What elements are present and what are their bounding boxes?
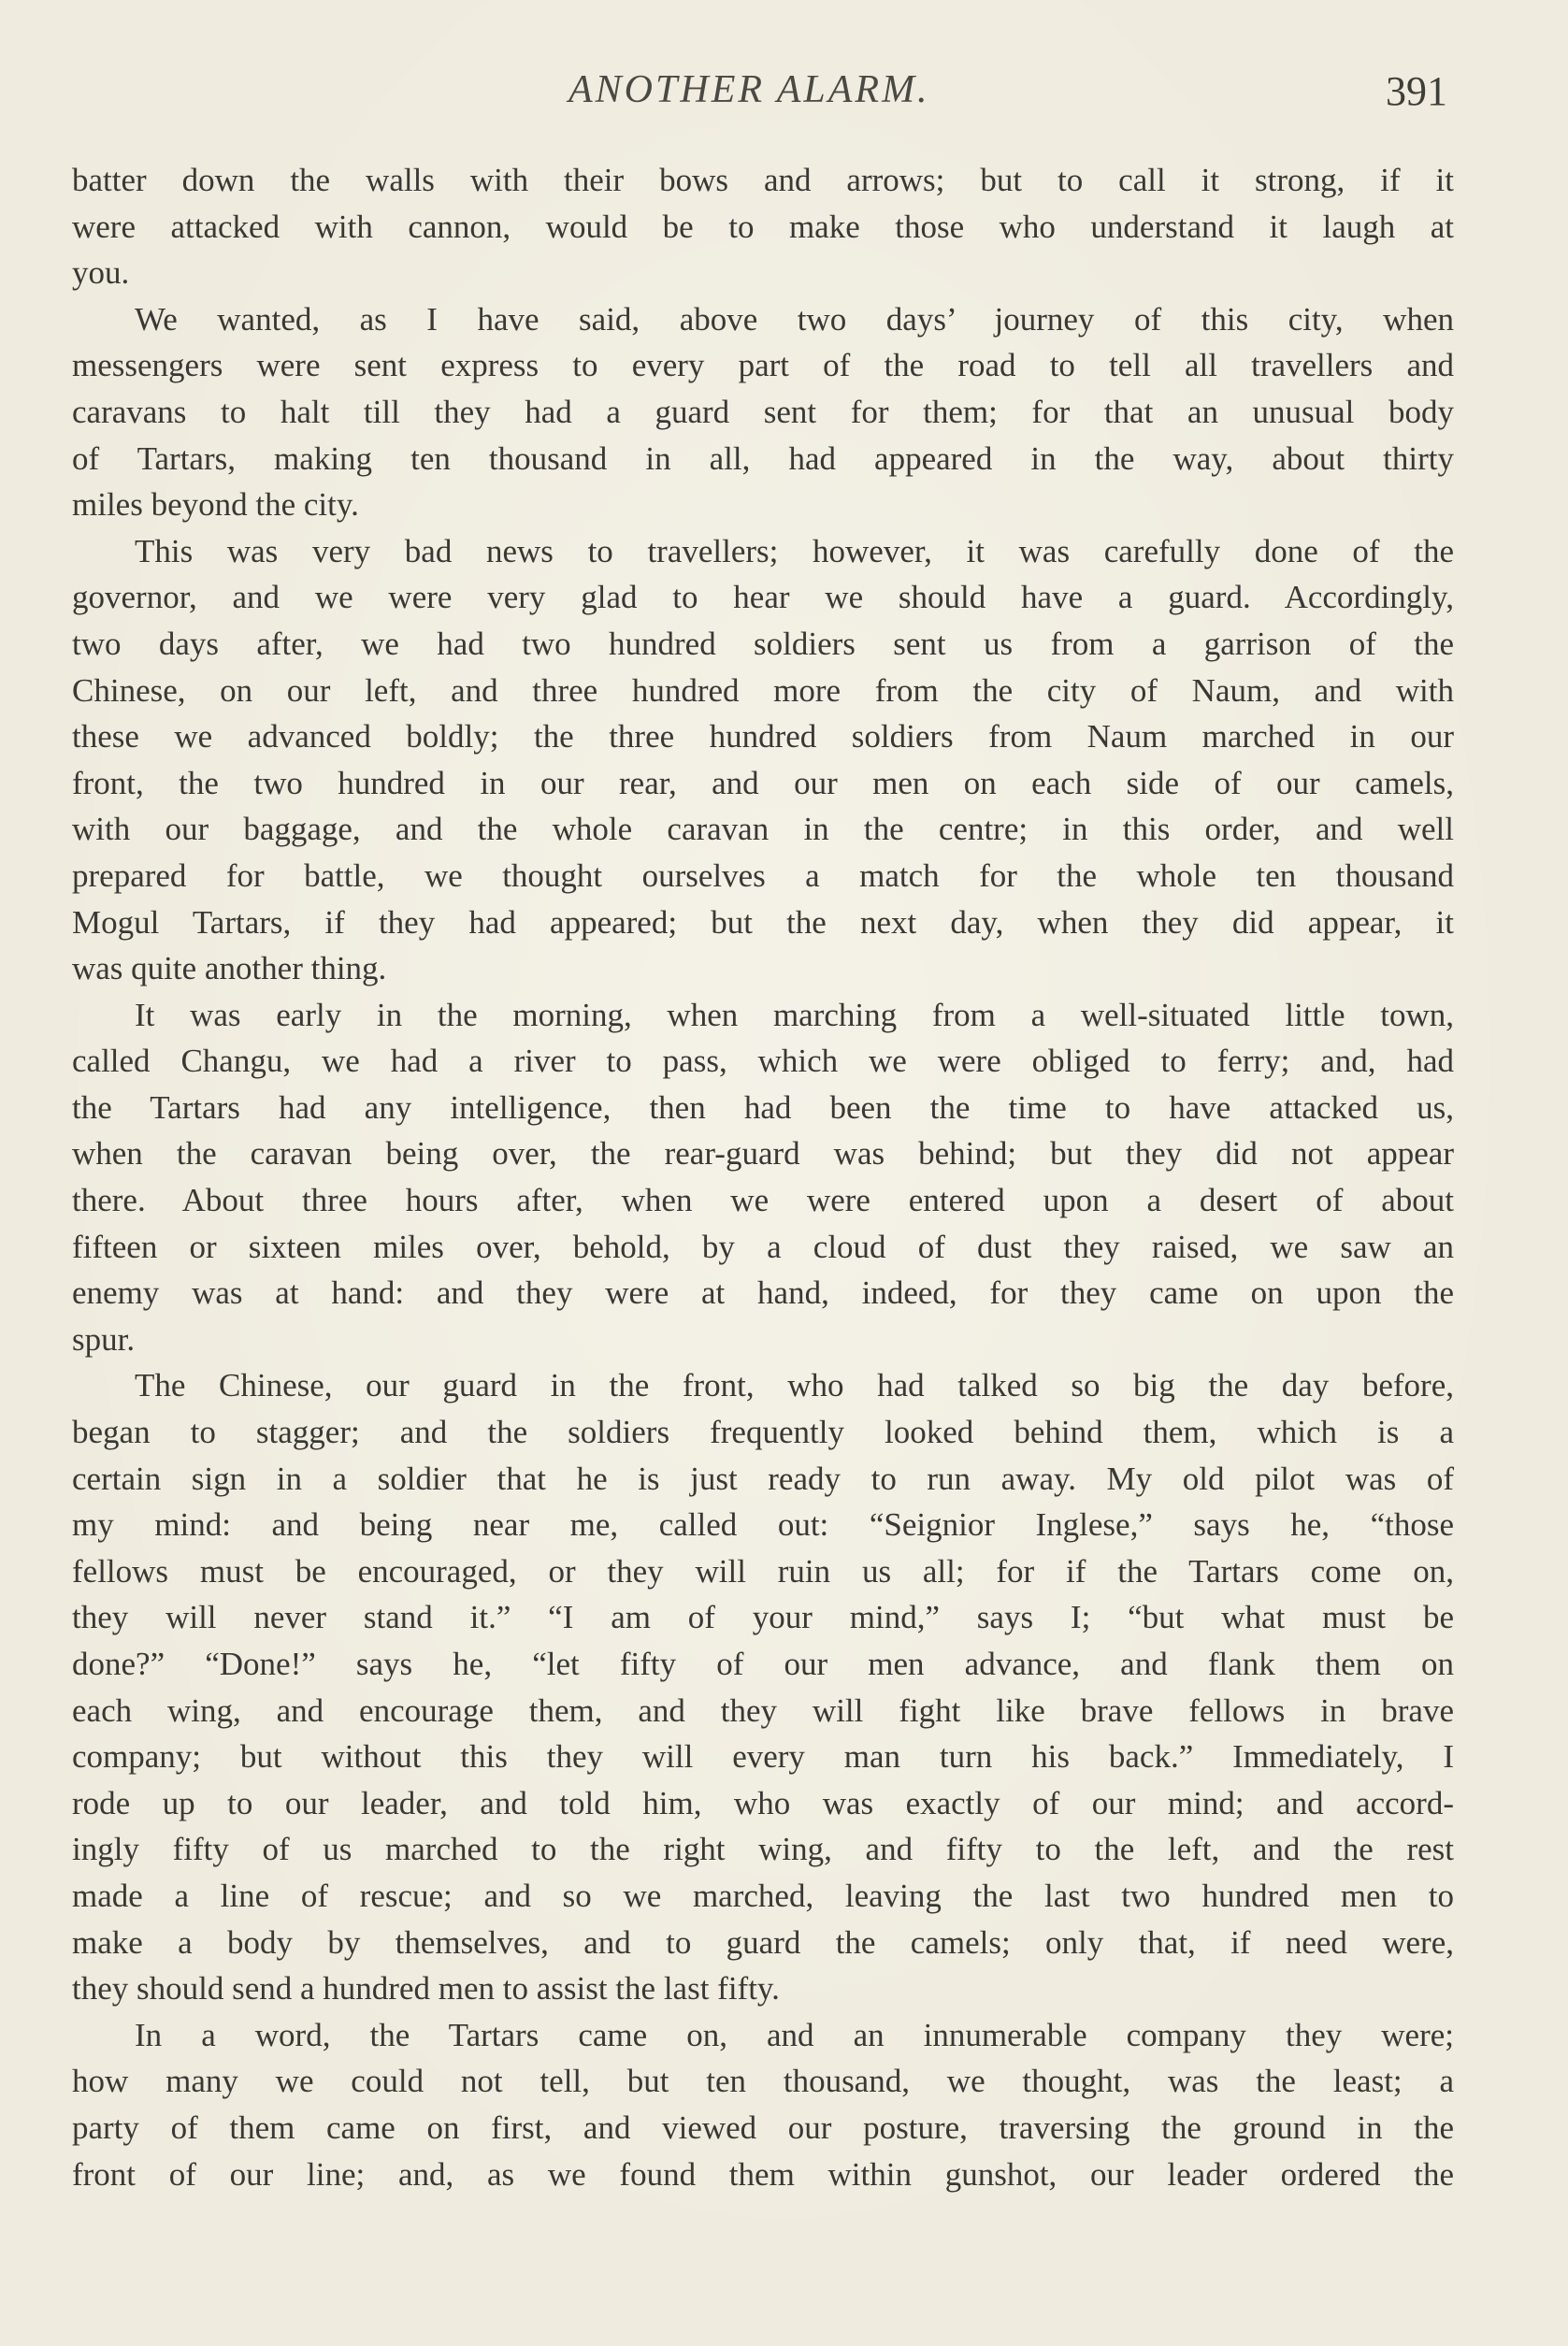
text-line: were attacked with cannon, would be to make those who understand it laugh at <box>72 208 1454 245</box>
text-line: Mogul Tartars, if they had appeared; but the next day, when they did appear, it <box>72 903 1454 941</box>
text-line: called Changu, we had a river to pass, which we were obliged to ferry; and, had <box>72 1043 1454 1080</box>
text-line: done?” “Done!” says he, “let fifty of our men advance, and flank them on <box>72 1646 1454 1682</box>
text-line: batter down the walls with their bows and arrows; but to call it strong, if it <box>72 162 1454 198</box>
text-line: was quite another thing. <box>72 950 387 987</box>
text-line: how many we could not tell, but ten thousand, we thought, was the least; a <box>72 2063 1454 2100</box>
text-line: make a body by themselves, and to guard the camels; only that, if need were, <box>72 1923 1454 1961</box>
text-line: The Chinese, our guard in the front, who had talked so big the day before, <box>135 1367 1454 1404</box>
text-line: certain sign in a soldier that he is just ready to run away. My old pilot was of <box>72 1460 1454 1497</box>
text-line: fifteen or sixteen miles over, behold, by a cloud of dust they raised, we saw an <box>72 1228 1454 1265</box>
text-line: when the caravan being over, the rear-guard was behind; but they did not appear <box>72 1135 1454 1173</box>
text-line: each wing, and encourage them, and they will fight like brave fellows in brave <box>72 1691 1454 1729</box>
text-line: with our baggage, and the whole caravan in the centre; in this order, and well <box>72 811 1454 848</box>
text-line: they should send a hundred men to assist the last fifty. <box>72 1970 780 2008</box>
text-line: company; but without this they will every man turn his back.” Immediately, I <box>72 1738 1454 1776</box>
text-line: It was early in the morning, when marching from a well-situated little town, <box>135 996 1454 1033</box>
text-line: front of our line; and, as we found them within gunshot, our leader ordered the <box>72 2155 1454 2193</box>
text-line: miles beyond the city. <box>72 486 359 524</box>
text-line: my mind: and being near me, called out: “Seignior Inglese,” says he, “those <box>72 1506 1454 1544</box>
text-line: We wanted, as I have said, above two days’ journey of this city, when <box>135 300 1454 338</box>
text-line: governor, and we were very glad to hear we should have a guard. Accordingly, <box>72 579 1454 616</box>
text-line: Chinese, on our left, and three hundred more from the city of Naum, and with <box>72 671 1454 709</box>
body-text <box>72 157 1454 2197</box>
text-line: caravans to halt till they had a guard sent for them; for that an unusual body <box>72 393 1454 430</box>
text-line: of Tartars, making ten thousand in all, had appeared in the way, about thirty <box>72 439 1454 477</box>
text-line: front, the two hundred in our rear, and our men on each side of our camels, <box>72 764 1454 801</box>
text-line: made a line of rescue; and so we marched, leaving the last two hundred men to <box>72 1877 1454 1914</box>
text-line: prepared for battle, we thought ourselves a match for the whole ten thousand <box>72 856 1454 894</box>
text-line: you. <box>72 254 130 292</box>
running-head <box>0 67 1568 123</box>
text-line: rode up to our leader, and told him, who was exactly of our mind; and accord- <box>72 1784 1454 1821</box>
text-line: spur. <box>72 1320 136 1358</box>
page-number: 391 <box>1386 68 1447 114</box>
text-line: party of them came on first, and viewed our posture, traversing the ground in the <box>72 2109 1454 2146</box>
text-line: messengers were sent express to every part of the road to tell all travellers and <box>72 347 1454 384</box>
text-line: ingly fifty of us marched to the right wing, and fifty to the left, and the rest <box>72 1831 1454 1868</box>
text-line: they will never stand it.” “I am of your mind,” says I; “but what must be <box>72 1599 1454 1636</box>
text-line: two days after, we had two hundred soldiers sent us from a garrison of the <box>72 625 1454 662</box>
text-line: This was very bad news to travellers; however, it was carefully done of the <box>135 532 1454 569</box>
text-line: enemy was at hand: and they were at hand, indeed, for they came on upon the <box>72 1274 1454 1312</box>
text-line: began to stagger; and the soldiers frequently looked behind them, which is a <box>72 1414 1454 1451</box>
running-title: ANOTHER ALARM. <box>568 68 930 111</box>
text-line: In a word, the Tartars came on, and an innumerable company they were; <box>135 2016 1454 2053</box>
text-line: these we advanced boldly; the three hundred soldiers from Naum marched in our <box>72 718 1454 756</box>
text-line: fellows must be encouraged, or they will ruin us all; for if the Tartars come on, <box>72 1552 1454 1590</box>
text-line: the Tartars had any intelligence, then had been the time to have attacked us, <box>72 1088 1454 1126</box>
text-line: there. About three hours after, when we were entered upon a desert of about <box>72 1182 1454 1219</box>
